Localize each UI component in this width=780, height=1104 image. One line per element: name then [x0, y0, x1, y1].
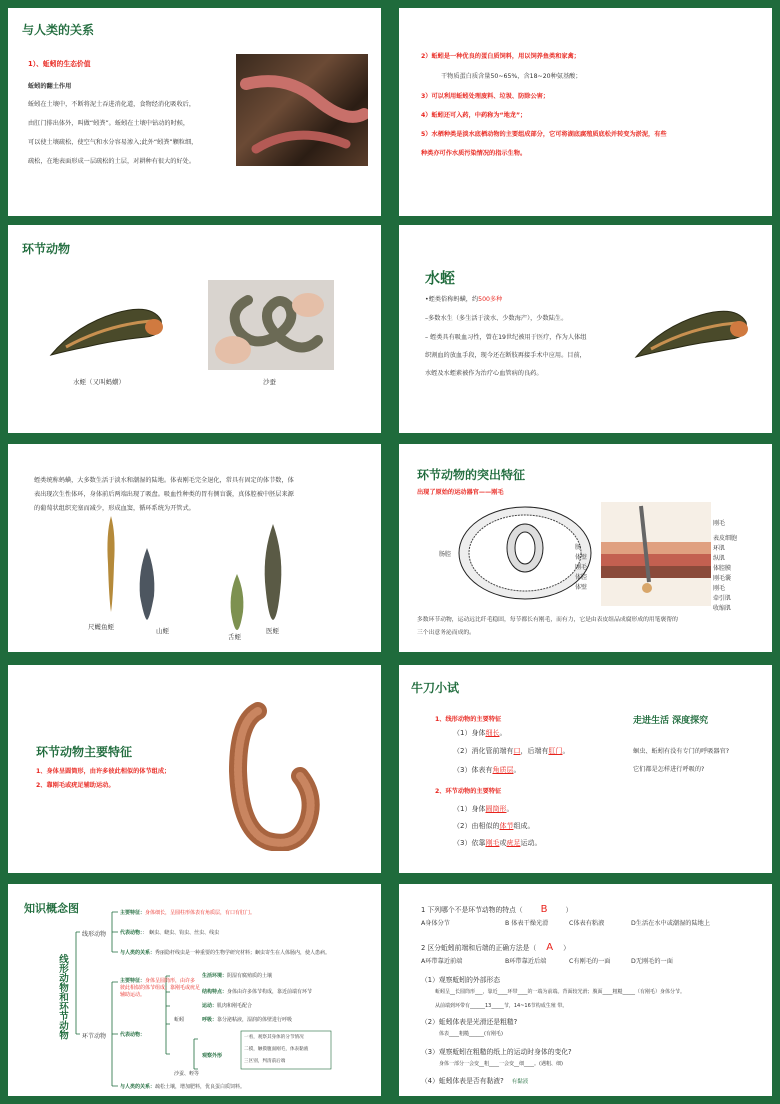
- question: 2 区分蚯蚓前端和后端的正确方法是（ A ）: [421, 942, 570, 953]
- diagram-label: 刚毛: [575, 564, 588, 571]
- diagram-label: 体壁: [575, 554, 588, 561]
- leech-image: [631, 287, 751, 367]
- feature-item: 2、靠刚毛或疣足辅助运动。: [36, 782, 115, 789]
- diagram-label: 刚毛: [713, 585, 726, 592]
- slide-title: 与人类的关系: [22, 23, 95, 37]
- slide-title: 环节动物: [22, 242, 71, 256]
- slide-title: 牛刀小试: [411, 681, 460, 695]
- answer: 从前端到环带有______13_____节，14~16节构成生殖 带。: [435, 1003, 568, 1009]
- caption: 山蛭: [156, 627, 169, 635]
- cross-section-diagram: [455, 504, 595, 602]
- diagram-label: 刚毛: [713, 520, 726, 527]
- slide-title: 环节动物的突出特征: [417, 468, 526, 482]
- question: （1）身体圆筒形。: [453, 805, 514, 813]
- concept-node: 与人类的关系：疏松土壤，增加肥料，优良蛋白质饲料。: [120, 1084, 246, 1090]
- caption: 尺蠖鱼蛭: [88, 623, 114, 631]
- option: C体表有粘液: [569, 920, 605, 927]
- question: （4）蚯蚓体表是否有黏液? 有黏液: [421, 1077, 529, 1085]
- leech-specimen-image: [262, 522, 284, 622]
- option: C有刚毛的一面: [569, 958, 611, 965]
- concept-node: 主要特征：身体细长，呈圆柱形体表有角质层，有口有肛门。: [120, 910, 256, 916]
- option: A环带靠近前端: [421, 958, 463, 965]
- side-question: 它们都是怎样进行呼吸的?: [633, 766, 705, 773]
- question: （3）观察蚯蚓在粗糙的纸上的运动时身体的变化?: [421, 1048, 572, 1056]
- para-line: 表出现次生性体环，身体前后两端出现了吸盘。吸血性种类的胃有侧盲囊，真体腔被中胚层来源: [34, 491, 294, 498]
- caption: 沙蚕: [263, 378, 276, 386]
- diagram-label: 纵肌: [713, 555, 726, 562]
- slide-5: [8, 444, 381, 652]
- diagram-label: 体壁: [575, 584, 588, 591]
- section-heading: 2、环节动物的主要特征: [435, 788, 502, 795]
- option: B 体表干燥光滑: [505, 920, 549, 927]
- concept-node: 运动：肌肉和刚毛配合: [202, 1003, 253, 1009]
- question: （2）由相似的体节组成。: [453, 822, 535, 830]
- para-line: 织割血的放血手段，现今还在断肢再接手术中应用。目前，: [425, 352, 586, 359]
- option: D生活在水中或潮湿的陆地上: [631, 920, 711, 927]
- diagram-label: 收缩肌: [713, 605, 732, 612]
- item: 种类亦可作水质污染情况的指示生物。: [421, 150, 527, 157]
- concept-node: 观察外形: [202, 1053, 223, 1059]
- slide-6: [399, 444, 772, 652]
- concept-node: 主要特征：身体呈圆筒形，由许多彼此相似的体节组成；靠刚毛或疣足辅助运动。: [120, 978, 201, 998]
- para-line: 水蛭及水蛭素被作为治疗心血管病的良药。: [425, 370, 543, 377]
- para-line: 的葡萄状组织充塞而减少，形成血窦，循环系统为开管式。: [34, 505, 195, 512]
- para-line: 三个出意务泌而成的。: [417, 630, 475, 636]
- para-line: 可以使土壤疏松，使空气和水分容易渗入;此外“蚓粪”颗粒细，: [28, 139, 198, 146]
- slide-4: [399, 225, 772, 433]
- diagram-label: 肠腔: [439, 551, 452, 558]
- concept-node: 蚯蚓: [174, 1017, 185, 1023]
- item: 5）水栖种类是淡水底栖动物的主要组成部分，它可将湖底腐殖质底松并转变为淤泥，有些: [421, 131, 667, 138]
- concept-node: 生活环境：阴湿有腐殖质的土壤: [202, 973, 273, 979]
- diagram-label: 肠: [575, 544, 582, 551]
- diagram-label: 环肌: [713, 545, 726, 552]
- slide-9: [8, 884, 381, 1096]
- setae-diagram: [601, 502, 711, 606]
- slide-3: [8, 225, 381, 433]
- question: （3）体表有角质层。: [453, 766, 521, 774]
- leech-specimen-image: [136, 546, 158, 622]
- sandworm-photo: [208, 280, 334, 370]
- slide-7: [8, 665, 381, 873]
- para-line: •蛭类俗称蚂蟥，约500多种: [425, 296, 503, 303]
- leech-image: [46, 285, 166, 365]
- section-heading: 1、线形动物的主要特征: [435, 716, 502, 723]
- node-label: 环节动物: [82, 1033, 107, 1040]
- question: （1）观察蚯蚓的外部形态: [421, 976, 501, 984]
- concept-node: 二摸，触摸腹面刚毛，体表黏液: [244, 1047, 309, 1052]
- diagram-label: 牵引肌: [713, 595, 732, 602]
- diagram-label: 表皮细胞: [713, 535, 738, 542]
- question: 1 下列哪个不是环节动物的特点（ B ）: [421, 904, 573, 915]
- feature-item: 1、身体呈圆筒形，由许多彼此相似的体节组成；: [36, 768, 171, 775]
- concept-node: 结构特点：身体由许多体节构成，靠近前端有环节: [202, 989, 313, 995]
- option: B环带靠近后端: [505, 958, 547, 965]
- caption: 舌蛭: [228, 633, 241, 641]
- concept-node: 与人类的关系：秀丽隐杆线虫是一种重要的生物学研究材料；蛔虫寄生在人体肠内，使人患病。: [120, 950, 331, 956]
- leech-specimen-image: [228, 572, 246, 632]
- slide-title: 知识概念图: [24, 902, 79, 915]
- slide-2: [399, 8, 772, 216]
- answer: 身体一部分一会变__粗____一会变__细____。(遇粗、细): [439, 1061, 563, 1067]
- item: 2）蚯蚓是一种优良的蛋白质饲料，用以饲养鱼类和家禽；: [421, 53, 580, 60]
- para-line: 由肛门排出体外，叫做“蚓粪”。蚯蚓在土壤中钻动的时候，: [28, 120, 190, 127]
- vertical-title: 线形动物和环节动物: [57, 954, 68, 1040]
- concept-node: 三区别，判清前后端: [244, 1059, 286, 1064]
- slide-8: [399, 665, 772, 873]
- para-line: 多数环节动物，运动远比纤毛稳固，每节都长有刚毛，而有力，它是由表皮组品成腐形成的用笔褒帮的: [417, 617, 678, 623]
- caption: 医蛭: [266, 627, 279, 635]
- para-line: 蚯蚓在土壤中，不断将泥土吞进消化道，食物经消化吸收后，: [28, 101, 196, 108]
- concept-node: 代表动物：: [120, 1032, 146, 1038]
- item: 干物质蛋白质含量50~65%，含18~20种氨基酸；: [441, 73, 582, 80]
- answer: 蚯蚓呈__长圆筒形___，靠近____环带____的一端为前端。背面较光滑；腹面____粗糙_____（有刚毛）身体分节。: [435, 989, 686, 995]
- concept-node: 沙蚕、蛭等: [174, 1071, 200, 1077]
- side-question: 蛔虫、蚯蚓有没有专门的呼吸器官?: [633, 748, 730, 755]
- para-line: –多数水生（多生活于淡水、少数海产），少数陆生。: [425, 315, 568, 322]
- earthworm-soil-photo: [236, 54, 368, 166]
- diagram-label: 刚毛囊: [713, 575, 732, 582]
- option: A身体分节: [421, 920, 450, 927]
- question: （1）身体细长。: [453, 729, 507, 737]
- subtitle: 出现了原始的运动器官——刚毛: [417, 489, 504, 496]
- subtitle: 1）、蚯蚓的生态价值: [28, 60, 91, 68]
- slide-title: 环节动物主要特征: [36, 745, 133, 759]
- node-label: 线形动物: [82, 931, 107, 938]
- diagram-label: 体腔: [575, 574, 588, 581]
- concept-node: 代表动物：： 蛔虫、蛲虫、钩虫、丝虫、线虫: [120, 930, 220, 936]
- earthworm-image: [218, 701, 328, 851]
- para-line: – 蛭类具有吸血习性，曾在19世纪被用于医疗，作为人体组: [425, 334, 587, 341]
- side-title: 走进生活 深度探究: [633, 716, 709, 726]
- caption: 水蛭（又叫蚂蟥）: [73, 378, 125, 386]
- question: （2）蚯蚓体表是光滑还是粗糙?: [421, 1018, 518, 1026]
- concept-node: 一看，观察其身体的分节情况: [244, 1035, 304, 1040]
- diagram-label: 体腔膜: [713, 565, 732, 572]
- slide-10: [399, 884, 772, 1096]
- concept-node: 呼吸：靠分泌粘液，湿润的体壁进行呼吸: [202, 1017, 293, 1023]
- item: 3）可以利用蚯蚓处理废料、垃圾、防除公害；: [421, 93, 550, 100]
- question: （2）消化管前端有口，后端有肛门。: [453, 747, 570, 755]
- answer: 体表____粗糙______(有刚毛): [439, 1031, 503, 1037]
- item: 4）蚯蚓还可入药，中药称为“地龙”；: [421, 112, 527, 119]
- para-line: 蛭类统称蚂蟥，大多数生活于淡水和潮湿的陆地。体表刚毛完全退化，常具有固定的体节数，体: [34, 477, 294, 484]
- para-line: 疏松，在地表面形成一层疏松的土层，对耕种有很大的好处。: [28, 158, 196, 165]
- slide-1: [8, 8, 381, 216]
- slide-title: 水蛭: [425, 269, 456, 287]
- bold-heading: 蚯蚓的翻土作用: [28, 83, 72, 90]
- option: D无刚毛的一面: [631, 958, 673, 965]
- question: （3）依靠刚毛或疣足运动。: [453, 839, 542, 847]
- leech-specimen-image: [104, 514, 118, 614]
